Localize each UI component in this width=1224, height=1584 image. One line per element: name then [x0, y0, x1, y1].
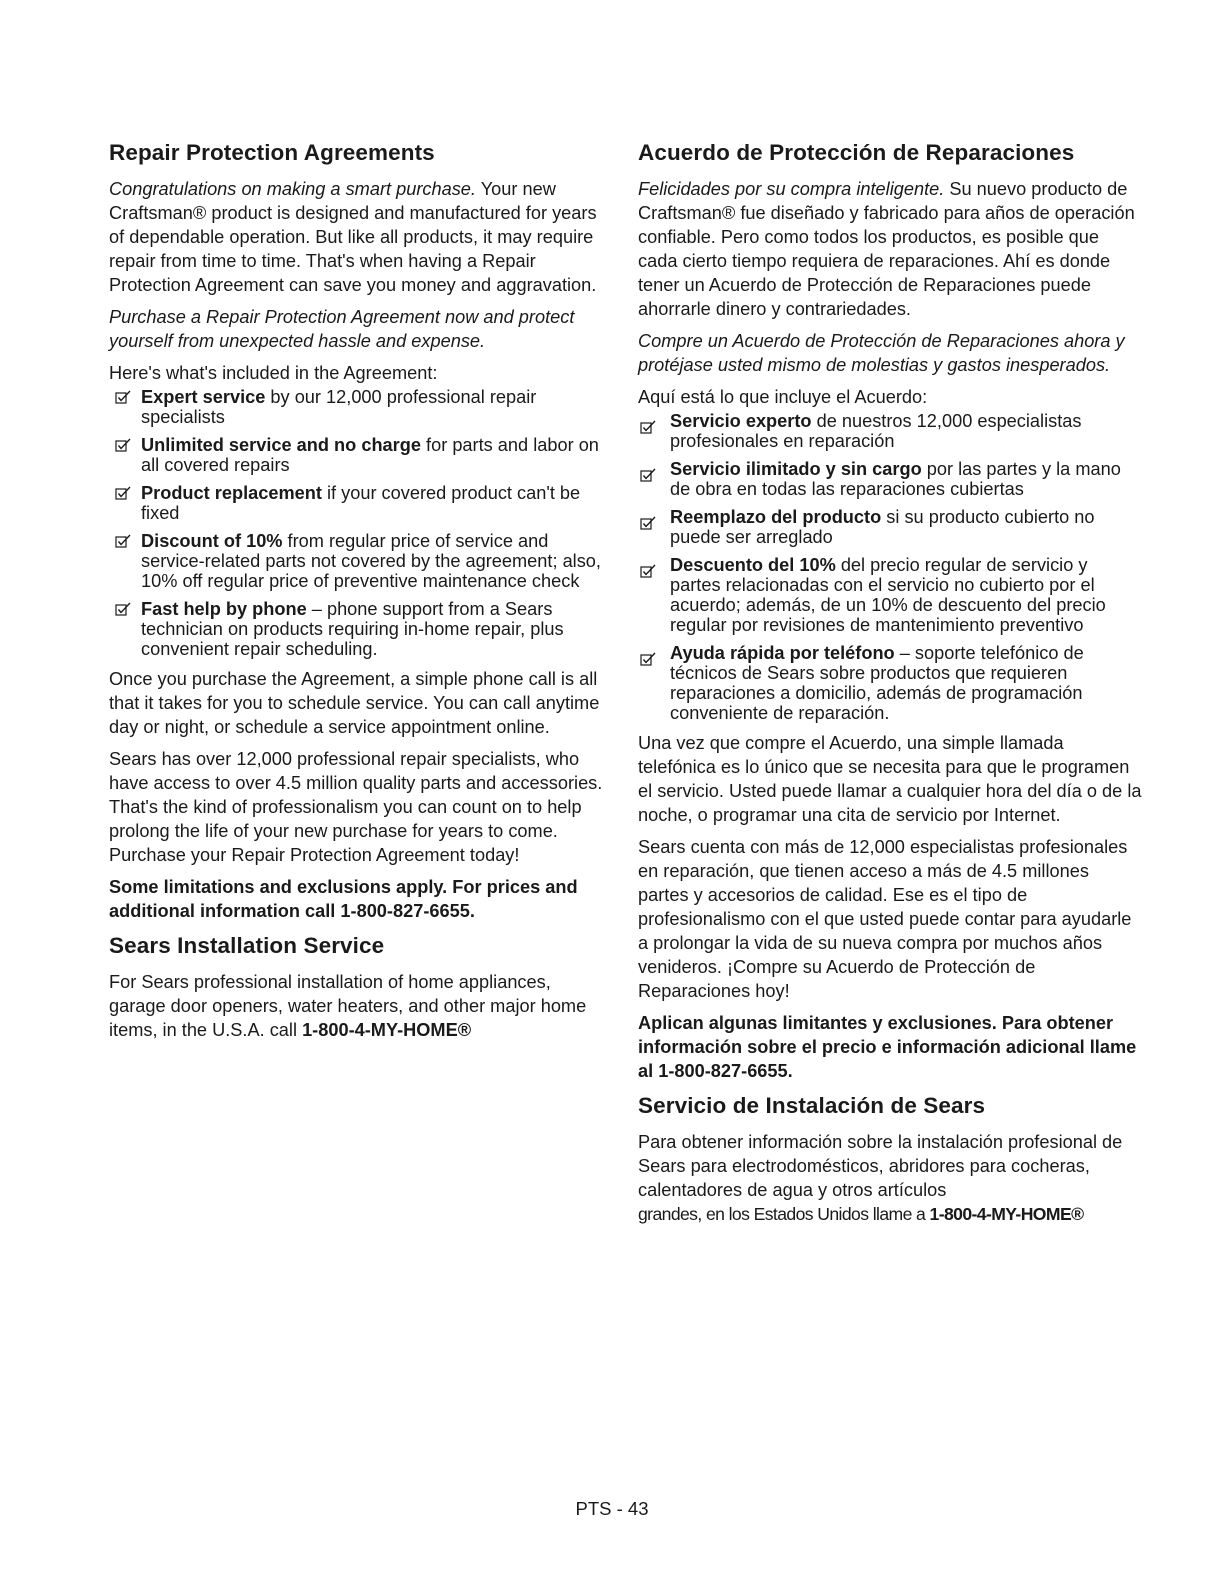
item-text: – phone support from a Sears technician on products requiring in-home repair, plus convenient repair scheduling. [141, 599, 564, 659]
list-item [109, 387, 609, 427]
list-item [109, 599, 609, 659]
item-text: si su producto cubierto no puede ser arreglado [670, 507, 1095, 547]
item-bold: Discount of 10% [141, 531, 283, 551]
checkbox-check-icon [640, 419, 656, 435]
checkbox-check-icon [640, 515, 656, 531]
item-bold: Descuento del 10% [670, 555, 836, 575]
checkbox-check-icon [115, 533, 131, 549]
item-bold: Ayuda rápida por teléfono [670, 643, 895, 663]
checkbox-check-icon [640, 563, 656, 579]
list-item [109, 531, 609, 591]
list-item [109, 483, 609, 523]
installation-text-es-2: grandes, en los Estados Unidos llame a [638, 1204, 930, 1224]
checkbox-check-icon [115, 437, 131, 453]
item-text: de nuestros 12,000 especialistas profesionales en reparación [670, 411, 1082, 451]
item-text: for parts and labor on all covered repairs [141, 435, 599, 475]
specialists-paragraph-es: Sears cuenta con más de 12,000 especialistas profesionales en reparación, que tienen acceso a más de 4.5 millones partes y accesorios de calidad. Ese es el tipo de profesionalismo con el que usted puede contar para ayudarle a prolongar la vida de su nueva compra por muchos años venideros. ¡Compre su Acuerdo de Protección de Reparaciones hoy! [638, 837, 1132, 1001]
benefits-list-es [638, 411, 1143, 723]
limitations-note-es: Aplican algunas limitantes y exclusiones. Para obtener información sobre el precio e información adicional llame al 1-800-827-6655. [638, 1013, 1137, 1081]
installation-paragraph-es [638, 1130, 1143, 1226]
section-title-instalacion: Servicio de Instalación de Sears [638, 1093, 986, 1118]
cta-paragraph: Purchase a Repair Protection Agreement now and protect yourself from unexpected hassle and expense. [109, 307, 575, 351]
installation-text-es: Para obtener información sobre la instalación profesional de Sears para electrodomésticos, abridores para cocheras, calentadores de agua y otros artículos [638, 1132, 1123, 1200]
item-bold: Fast help by phone [141, 599, 307, 619]
specialists-paragraph: Sears has over 12,000 professional repair specialists, who have access to over 4.5 million quality parts and accessories. That's the kind of professionalism you can count on to help prolong the life of your new purchase for years to come. Purchase your Repair Protection Agreement today! [109, 749, 603, 865]
page-number: PTS - 43 [575, 1498, 649, 1519]
included-lead-es: Aquí está lo que incluye el Acuerdo: [638, 387, 928, 407]
list-item [638, 411, 1143, 451]
checkbox-check-icon [640, 651, 656, 667]
spanish-column [638, 138, 1143, 1234]
installation-phone-es: 1-800-4-MY-HOME® [929, 1204, 1084, 1224]
checkbox-check-icon [115, 601, 131, 617]
intro-paragraph [109, 177, 609, 297]
item-bold: Expert service [141, 387, 266, 407]
installation-text: For Sears professional installation of home appliances, garage door openers, water heaters, and other major home items, in the U.S.A. call [109, 972, 587, 1040]
item-text: from regular price of service and service-related parts not covered by the agreement; also, 10% off regular price of preventive maintenance check [141, 531, 601, 591]
item-bold: Reemplazo del producto [670, 507, 882, 527]
english-column [109, 138, 609, 1050]
cta-paragraph-es: Compre un Acuerdo de Protección de Reparaciones ahora y protéjase usted mismo de molestias y gastos inesperados. [638, 331, 1125, 375]
installation-phone: 1-800-4-MY-HOME® [302, 1020, 472, 1040]
item-text: if your covered product can't be fixed [141, 483, 581, 523]
item-text: – soporte telefónico de técnicos de Sears sobre productos que requieren reparaciones a domicilio, además de programación conveniente de reparación. [670, 643, 1084, 723]
item-text: por las partes y la mano de obra en todas las reparaciones cubiertas [670, 459, 1121, 499]
intro-italic: Congratulations on making a smart purchase. [109, 179, 476, 199]
item-bold: Servicio experto [670, 411, 812, 431]
schedule-paragraph: Once you purchase the Agreement, a simple phone call is all that it takes for you to schedule service. You can call anytime day or night, or schedule a service appointment online. [109, 669, 600, 737]
item-bold: Product replacement [141, 483, 322, 503]
item-text: del precio regular de servicio y partes relacionadas con el servicio no cubierto por el acuerdo; además, de un 10% de descuento del precio regular por revisiones de mantenimiento preventivo [670, 555, 1106, 635]
intro-paragraph-es [638, 177, 1143, 321]
item-bold: Servicio ilimitado y sin cargo [670, 459, 922, 479]
list-item [638, 643, 1143, 723]
checkbox-check-icon [115, 389, 131, 405]
section-title-installation: Sears Installation Service [109, 933, 385, 958]
list-item [638, 459, 1143, 499]
section-title-acuerdo: Acuerdo de Protección de Reparaciones [638, 140, 1075, 165]
item-bold: Unlimited service and no charge [141, 435, 421, 455]
list-item [109, 435, 609, 475]
item-text: by our 12,000 professional repair specialists [141, 387, 537, 427]
intro-rest: Your new Craftsman® product is designed and manufactured for years of dependable operation. But like all products, it may require repair from time to time. That's when having a Repair Protection Agreement can save you money and aggravation. [109, 179, 597, 295]
included-lead: Here's what's included in the Agreement: [109, 363, 438, 383]
schedule-paragraph-es: Una vez que compre el Acuerdo, una simple llamada telefónica es lo único que se necesita para que le programen el servicio. Usted puede llamar a cualquier hora del día o de la noche, o programar una cita de servicio por Internet. [638, 733, 1142, 825]
intro-rest-es: Su nuevo producto de Craftsman® fue diseñado y fabricado para años de operación confiable. Pero como todos los productos, es posible que cada cierto tiempo requiera de reparaciones. Ahí es donde tener un Acuerdo de Protección de Reparaciones puede ahorrarle dinero y contrariedades. [638, 179, 1135, 319]
checkbox-check-icon [115, 485, 131, 501]
list-item [638, 555, 1143, 635]
list-item [638, 507, 1143, 547]
checkbox-check-icon [640, 467, 656, 483]
benefits-list [109, 387, 609, 659]
intro-italic-es: Felicidades por su compra inteligente. [638, 179, 945, 199]
installation-paragraph [109, 970, 609, 1042]
limitations-note: Some limitations and exclusions apply. For prices and additional information call 1-800-827-6655. [109, 877, 578, 921]
section-title-repair-protection: Repair Protection Agreements [109, 140, 435, 165]
